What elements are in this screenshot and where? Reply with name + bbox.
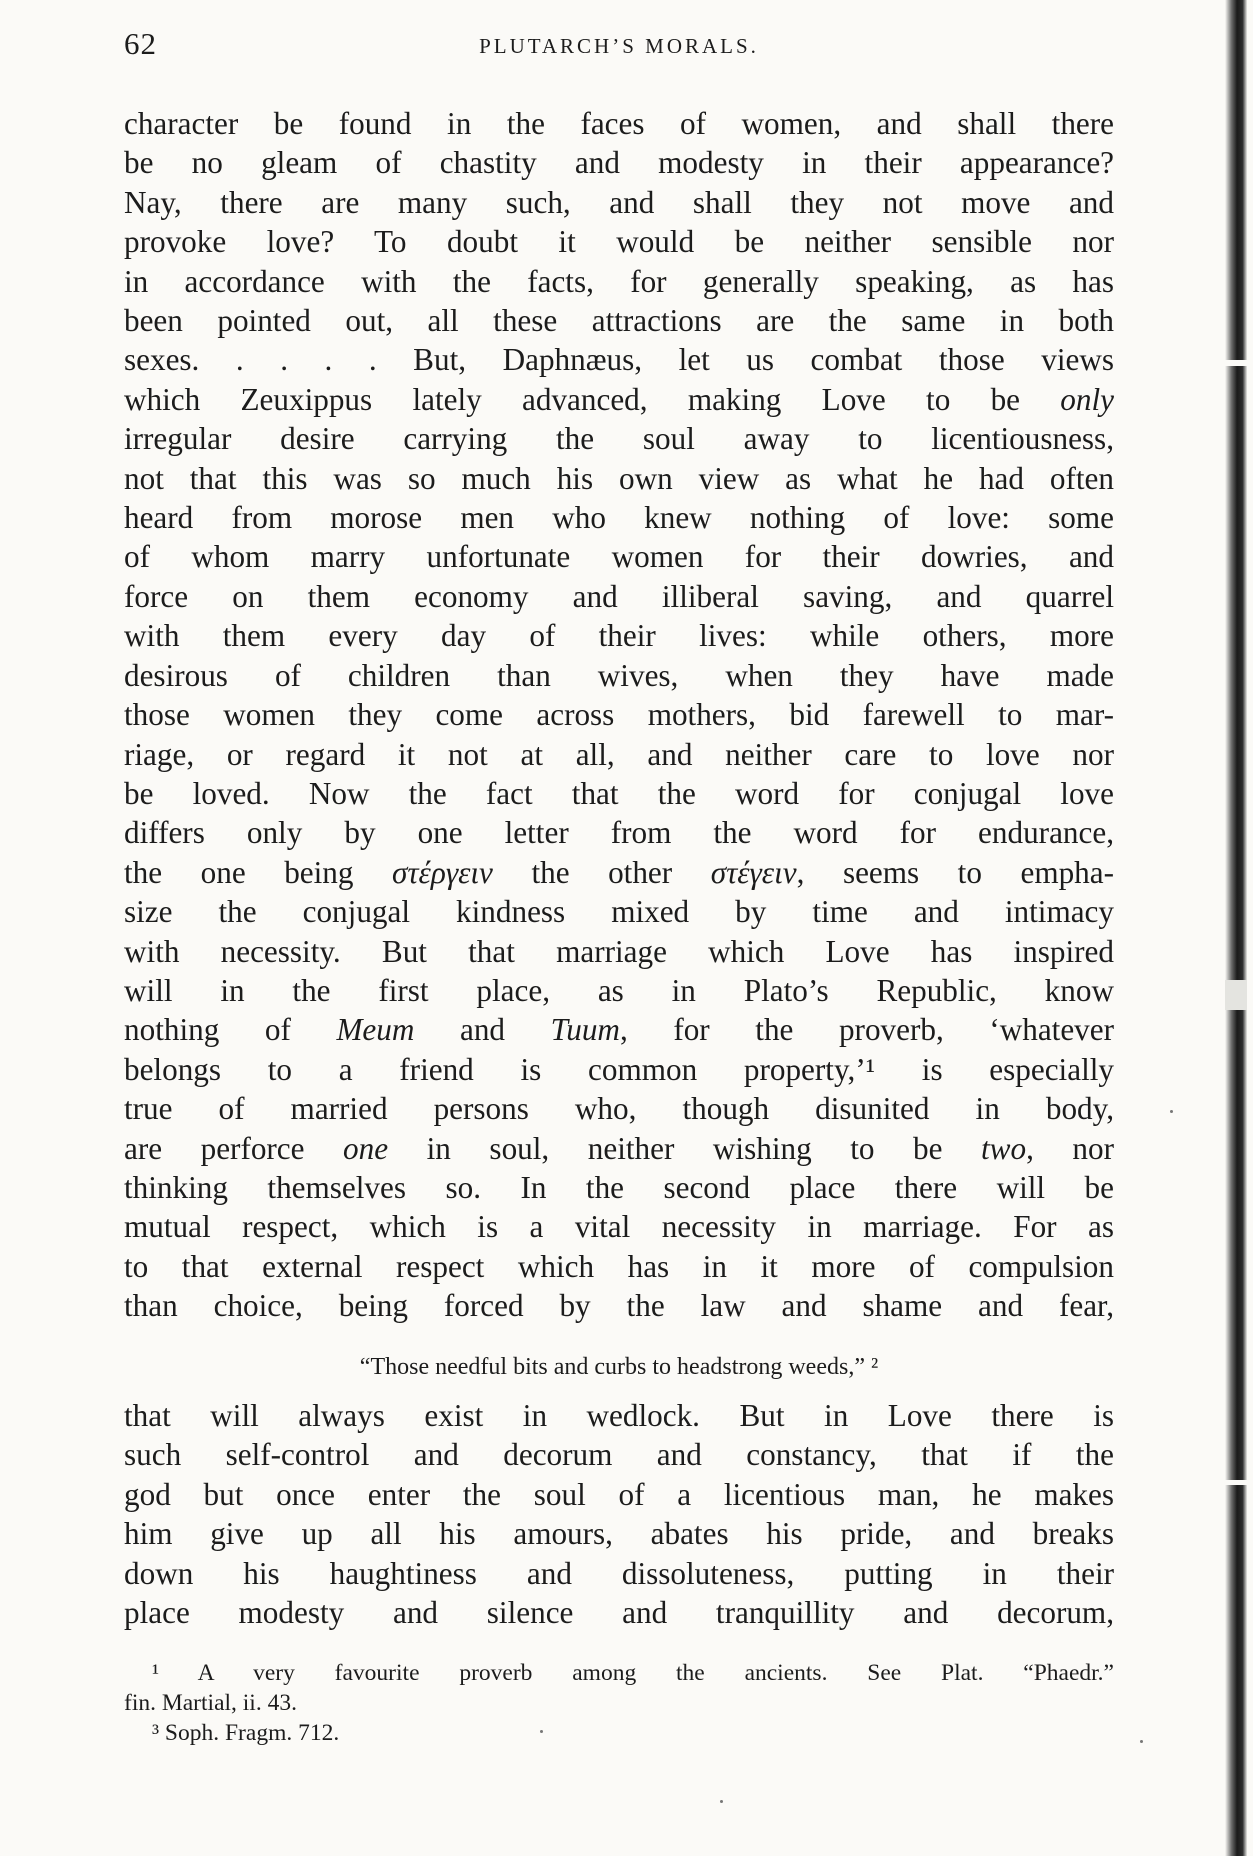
text-line: than choice, being forced by the law and shame and fear, <box>124 1288 1114 1324</box>
text-line: with them every day of their lives: while others, more <box>124 618 1114 654</box>
text-line: are perforce one in soul, neither wishing to be two, nor <box>124 1130 1114 1166</box>
text-line: place modesty and silence and tranquillity and decorum, <box>124 1595 1114 1631</box>
text-line: thinking themselves so. In the second place there will be <box>124 1169 1114 1205</box>
page-header <box>124 22 1114 72</box>
text-line: with necessity. But that marriage which Love has inspired <box>124 933 1114 969</box>
page-number: 62 <box>124 26 157 61</box>
text-line: of whom marry unfortunate women for their dowries, and <box>124 539 1114 575</box>
footnotes <box>124 1658 1114 1748</box>
text-line: that will always exist in wedlock. But in Love there is <box>124 1398 1114 1433</box>
text-line: riage, or regard it not at all, and neither care to love nor <box>124 736 1114 772</box>
text-line: him give up all his amours, abates his pride, and breaks <box>124 1516 1114 1552</box>
text-line: belongs to a friend is common property,’¹ is especially <box>124 1051 1114 1087</box>
paper-speck <box>1140 1740 1143 1743</box>
paper-speck <box>1170 1110 1173 1113</box>
text-line: be loved. Now the fact that the word for conjugal love <box>124 775 1114 811</box>
running-title: PLUTARCH’S MORALS. <box>479 34 759 58</box>
footnote-1-continued: fin. Martial, ii. 43. <box>124 1690 297 1716</box>
text-line: nothing of Meum and Tuum, for the proverb, ‘whatever <box>124 1012 1115 1048</box>
text-line: heard from morose men who knew nothing of love: some <box>124 500 1114 536</box>
text-line: not that this was so much his own view as what he had often <box>124 460 1114 496</box>
text-line: those women they come across mothers, bid farewell to mar- <box>124 697 1114 733</box>
text-line: true of married persons who, though disunited in body, <box>124 1091 1114 1127</box>
text-line: which Zeuxippus lately advanced, making Love to be only <box>124 381 1114 417</box>
text-line: in accordance with the facts, for generally speaking, as has <box>124 263 1114 299</box>
text-line: to that external respect which has in it more of compulsion <box>124 1248 1114 1284</box>
text-line: be no gleam of chastity and modesty in their appearance? <box>124 145 1114 181</box>
main-text-block <box>124 104 1114 1326</box>
text-line: provoke love? To doubt it would be neither sensible nor <box>124 224 1114 260</box>
gutter-break <box>1225 360 1247 366</box>
text-line: sexes. . . . . But, Daphnæus, let us combat those views <box>124 342 1114 378</box>
text-line: the one being στέργειν the other στέγειν, seems to empha- <box>124 854 1114 890</box>
paper-speck <box>540 1730 543 1733</box>
binding-gutter-shadow <box>1225 0 1247 1856</box>
text-line: irregular desire carrying the soul away to licentiousness, <box>124 421 1114 457</box>
footnote-1: ¹ A very favourite proverb among the ancients. See Plat. “Phaedr.” <box>152 1660 1114 1686</box>
text-line: such self-control and decorum and constancy, that if the <box>124 1437 1114 1473</box>
text-line: been pointed out, all these attractions are the same in both <box>124 303 1114 339</box>
text-line: desirous of children than wives, when they have made <box>124 657 1114 693</box>
footnote-3: ³ Soph. Fragm. 712. <box>152 1720 340 1746</box>
text-line: size the conjugal kindness mixed by time and intimacy <box>124 894 1114 930</box>
text-line: force on them economy and illiberal saving, and quarrel <box>124 578 1114 614</box>
text-line: character be found in the faces of women, and shall there <box>124 106 1114 141</box>
main-text-block-continued <box>124 1396 1114 1632</box>
text-line: Nay, there are many such, and shall they not move and <box>124 184 1114 220</box>
paper-speck <box>720 1800 723 1803</box>
gutter-break <box>1225 980 1247 1010</box>
text-line: mutual respect, which is a vital necessity in marriage. For as <box>124 1209 1114 1245</box>
text-line: god but once enter the soul of a licentious man, he makes <box>124 1476 1114 1512</box>
verse-quotation: “Those needful bits and curbs to headstrong weeds,” ² <box>359 1354 879 1380</box>
text-line: down his haughtiness and dissoluteness, putting in their <box>124 1555 1114 1591</box>
gutter-break <box>1225 1480 1247 1485</box>
text-line: differs only by one letter from the word for endurance, <box>124 815 1114 851</box>
text-line: will in the first place, as in Plato’s Republic, know <box>124 972 1114 1008</box>
